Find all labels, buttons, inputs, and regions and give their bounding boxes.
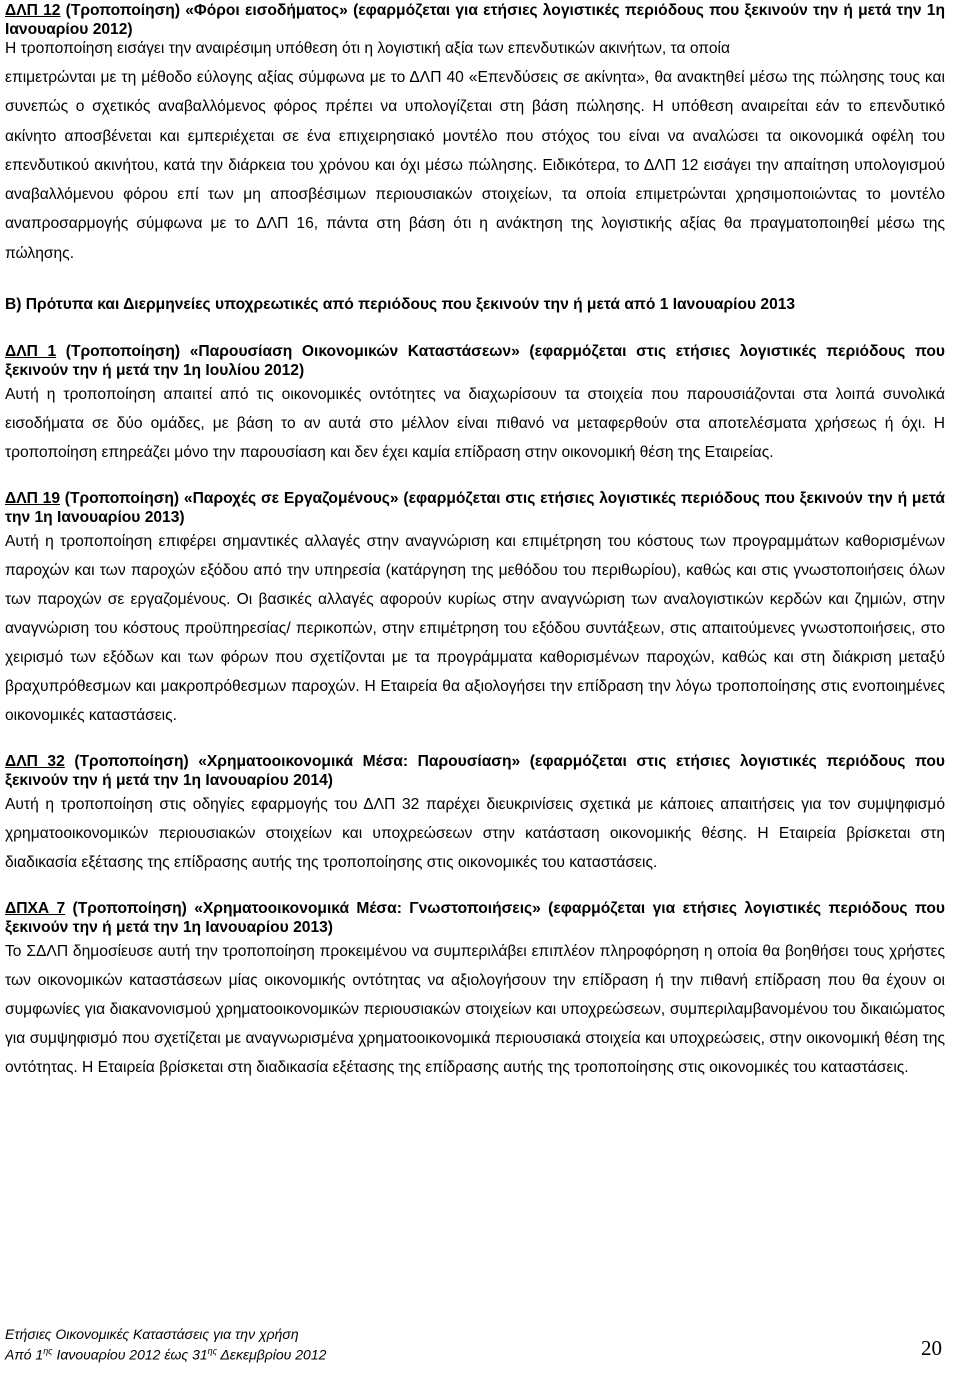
footer-sup: ης — [207, 1346, 218, 1356]
subheading-b: Β) Πρότυπα και Διερμηνείες υποχρεωτικές από περιόδους που ξεκινούν την ή μετά από 1 Ιανουαρίου 2013 — [5, 296, 796, 314]
document-content — [5, 0, 945, 1082]
section-code: ΔΛΠ 12 — [5, 2, 61, 19]
section-body-ias12: επιμετρώνται με τη μέθοδο εύλογης αξίας σύμφωνα με το ΔΛΠ 40 «Επενδύσεις σε ακίνητα», θα ανακτηθεί μέσω της πώλησης τους και συνεπώς ο σχετικός αναβαλλόμενος φόρος πρέπει να υπολογίζεται στη βάση πώλησης. Η υπόθεση αναιρείται εάν το επενδυτικό ακίνητο αποσβένεται και εμπεριέχεται σε ένα επιχειρησιακό μοντέλο που στόχος του είναι να αναλώσει τα οικονομικά οφέλη του επενδυτικού ακινήτου, κατά την διάρκεια του χρόνου και όχι μέσω πώλησης. Ειδικότερα, το ΔΛΠ 12 εισάγει την απαίτηση υπολογισμού αναβαλλόμενου φόρου επί των μη αποσβέσιμων περιουσιακών στοιχείων, τα οποία επιμετρώνται χρησιμοποιώντας το μοντέλο αναπροσαρμογής σύμφωνα με το ΔΛΠ 16, πάντα στη βάση ότι η ανάκτηση της λογιστικής αξίας θα πραγματοποιηθεί μέσω της πώλησης. — [5, 69, 945, 262]
section-title-text: (Τροποποίηση) «Χρηματοοικονομικά Μέσα: Γνωστοποιήσεις» (εφαρμόζεται για ετήσιες λογιστικές περιόδους που ξεκινούν την ή μετά την 1η Ιανουαρίου 2013) — [5, 900, 945, 937]
section-lead-paragraph: Η τροποποίηση εισάγει την αναιρέσιμη υπόθεση ότι η λογιστική αξία των επενδυτικών ακινήτων, τα οποία — [5, 40, 730, 57]
section-title-text: (Τροποποίηση) «Παροχές σε Εργαζομένους» (εφαρμόζεται στις ετήσιες λογιστικές περιόδους που ξεκινούν την ή μετά την 1η Ιανουαρίου 2013) — [5, 490, 945, 527]
footer-sup: ης — [43, 1346, 53, 1356]
section-body-ias19: Αυτή η τροποποίηση επιφέρει σημαντικές αλλαγές στην αναγνώριση και επιμέτρηση του κόστους των προγραμμάτων καθορισμένων παροχών και των παροχών εξόδου από την υπηρεσία (κατάργηση της μεθόδου του περιθωρίου), καθώς και στις γνωστοποιήσεις όλων των παροχών σε εργαζομένους. Οι βασικές αλλαγές αφορούν κυρίως στην αναγνώριση των αναλογιστικών κερδών και ζημιών, στην αναγνώριση του κόστους προϋπηρεσίας/ περικοπών, στην επιμέτρηση του εξόδου συντάξεων, στις απαιτούμενες γνωστοποιήσεις, στο χειρισμό των εξόδων και των φόρων που σχετίζονται με τα προγράμματα καθορισμένων παροχών, καθώς και στη διάκριση μεταξύ βραχυπρόθεσμων και μακροπρόθεσμων παροχών. Η Εταιρεία θα αξιολογήσει την επίδραση την λόγω τροποποίησης στις ενοποιημένες οικονομικές καταστάσεις. — [5, 533, 945, 725]
section-title-ias1 — [5, 342, 945, 380]
section-body-ias1: Αυτή η τροποποίηση απαιτεί από τις οικονομικές οντότητες να διαχωρίσουν τα στοιχεία που παρουσιάζονται στα λοιπά συνολικά εισοδήματα σε δύο ομάδες, με βάση το αν αυτά στο μέλλον είναι πιθανό να μεταφερθούν στα αποτελέσματα χρήσεως ή όχι. Η τροποποίηση επηρεάζει μόνο την παρουσίαση και δεν έχει καμία επίδραση στην οικονομική θέση της Εταιρείας. — [5, 386, 945, 462]
section-code: ΔΠΧΑ 7 — [5, 900, 66, 918]
footer-text — [5, 1326, 326, 1364]
section-title-ias19 — [5, 489, 945, 527]
section-title-text: (Τροποποίηση) «Παρουσίαση Οικονομικών Καταστάσεων» (εφαρμόζεται στις ετήσιες λογιστικές περιόδους που ξεκινούν την ή μετά την 1η Ιουλίου 2012) — [5, 343, 945, 380]
section-title-ias12 — [5, 1, 945, 39]
footer-end: Δεκεμβρίου 2012 — [217, 1346, 327, 1363]
section-title-text: (Τροποποίηση) «Φόροι εισοδήματος» (εφαρμόζεται για ετήσιες λογιστικές περιόδους που ξεκινούν την ή μετά την 1η Ιανουαρίου 2012) — [5, 2, 945, 38]
footer-line-2 — [5, 1343, 326, 1364]
page-number: 20 — [921, 1336, 942, 1360]
section-body-ias32: Αυτή η τροποποίηση στις οδηγίες εφαρμογής του ΔΛΠ 32 παρέχει διευκρινίσεις σχετικά με κάποιες απαιτήσεις για τον συμψηφισμό χρηματοοικονομικών περιουσιακών στοιχείων και υποχρεώσεων στην κατάσταση οικονομικής θέσης. Η Εταιρεία βρίσκεται στη διαδικασία εξέτασης της επίδρασης αυτής της τροποποίησης στις οικονομικές του καταστάσεις. — [5, 796, 945, 872]
section-code: ΔΛΠ 32 — [5, 753, 65, 771]
footer-from: Από 1 — [5, 1346, 44, 1363]
section-title-ias32 — [5, 752, 945, 790]
section-code: ΔΛΠ 1 — [5, 343, 57, 361]
section-title-ifrs7 — [5, 899, 945, 937]
footer-to: Ιανουαρίου 2012 έως 31 — [52, 1346, 208, 1363]
section-code: ΔΛΠ 19 — [5, 490, 61, 508]
section-body-ifrs7: Το ΣΔΛΠ δημοσίευσε αυτή την τροποποίηση προκειμένου να συμπεριλάβει επιπλέον πληροφόρηση η οποία θα βοηθήσει τους χρήστες των οικονομικών καταστάσεων μίας οικονομικής οντότητας να αξιολογήσουν την επίδραση ή την πιθανή επίδραση που θα έχουν οι συμφωνίες για διακανονισμού χρηματοοικονομικών περιουσιακών στοιχείων και υποχρεώσεων, συμπεριλαμβανομένου του δικαιώματος για συμψηφισμό που σχετίζεται με αναγνωρισμένα χρηματοοικονομικά περιουσιακά στοιχεία και υποχρεώσεις, στην οικονομική θέση της οντότητας. Η Εταιρεία βρίσκεται στη διαδικασία εξέτασης της επίδρασης αυτής της τροποποίησης στις οικονομικές του καταστάσεις. — [5, 943, 945, 1077]
section-title-text: (Τροποποίηση) «Χρηματοοικονομικά Μέσα: Παρουσίαση» (εφαρμόζεται στις ετήσιες λογιστικές περιόδους που ξεκινούν την ή μετά την 1η Ιανουαρίου 2014) — [5, 753, 945, 790]
footer-line-1: Ετήσιες Οικονομικές Καταστάσεις για την χρήση — [5, 1326, 299, 1342]
